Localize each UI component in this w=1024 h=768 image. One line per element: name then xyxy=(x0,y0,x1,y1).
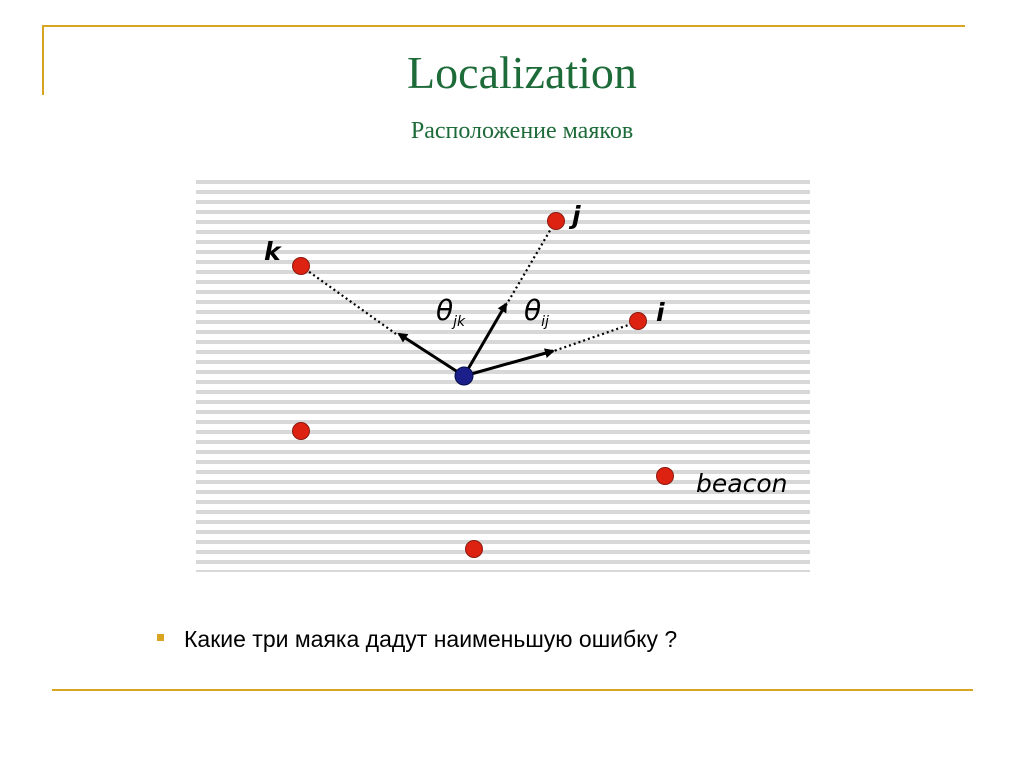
frame-top-rule xyxy=(42,25,965,27)
subscript-ij: ij xyxy=(541,314,549,330)
beacon-k xyxy=(293,258,310,275)
stripe xyxy=(196,290,810,294)
beacon-bottom xyxy=(466,541,483,558)
stripe xyxy=(196,500,810,504)
stripe xyxy=(196,300,810,304)
label-i: i xyxy=(656,298,665,327)
stripe xyxy=(196,510,810,514)
stripe xyxy=(196,230,810,234)
bullet-item xyxy=(157,622,677,656)
beacon-j xyxy=(548,213,565,230)
stripe xyxy=(196,260,810,264)
frame-bottom-rule xyxy=(52,689,973,691)
stripe xyxy=(196,520,810,524)
label-j: j xyxy=(572,201,581,230)
stripe xyxy=(196,220,810,224)
stripe xyxy=(196,380,810,384)
theta-symbol-ij: θ xyxy=(524,294,542,327)
beacon-legend xyxy=(657,468,674,485)
theta-symbol-jk: θ xyxy=(436,294,454,327)
striped-background xyxy=(196,180,810,572)
beacon-i xyxy=(630,313,647,330)
stripe xyxy=(196,570,810,572)
stripe xyxy=(196,390,810,394)
stripe xyxy=(196,370,810,374)
stripe xyxy=(196,560,810,564)
stripe xyxy=(196,190,810,194)
stripe xyxy=(196,410,810,414)
label-k: k xyxy=(264,237,281,266)
stripe xyxy=(196,430,810,434)
stripe xyxy=(196,280,810,284)
stripe xyxy=(196,450,810,454)
slide-subtitle: Расположение маяков xyxy=(410,118,634,144)
stripe xyxy=(196,440,810,444)
stripe xyxy=(196,320,810,324)
bullet-square-icon xyxy=(157,634,164,641)
beacon-left xyxy=(293,423,310,440)
bullet-text: Какие три маяка дадут наименьшую ошибку ? xyxy=(184,625,678,652)
stripe xyxy=(196,460,810,464)
stripe xyxy=(196,400,810,404)
stripe xyxy=(196,240,810,244)
stripe xyxy=(196,180,810,184)
unknown-node xyxy=(455,367,473,385)
stripe xyxy=(196,350,810,354)
stripe xyxy=(196,550,810,554)
dotted-line-i xyxy=(551,322,637,352)
stripe xyxy=(196,530,810,534)
stripe xyxy=(196,200,810,204)
stripe xyxy=(196,420,810,424)
legend-beacon-label: beacon xyxy=(696,469,788,498)
stripe xyxy=(196,340,810,344)
stripe xyxy=(196,210,810,214)
stripe xyxy=(196,360,810,364)
stripe xyxy=(196,250,810,254)
stripe xyxy=(196,270,810,274)
stripe xyxy=(196,330,810,334)
subscript-jk: jk xyxy=(453,314,466,330)
localization-diagram xyxy=(196,176,810,572)
slide-title: Localization xyxy=(407,47,637,98)
stripe xyxy=(196,540,810,544)
